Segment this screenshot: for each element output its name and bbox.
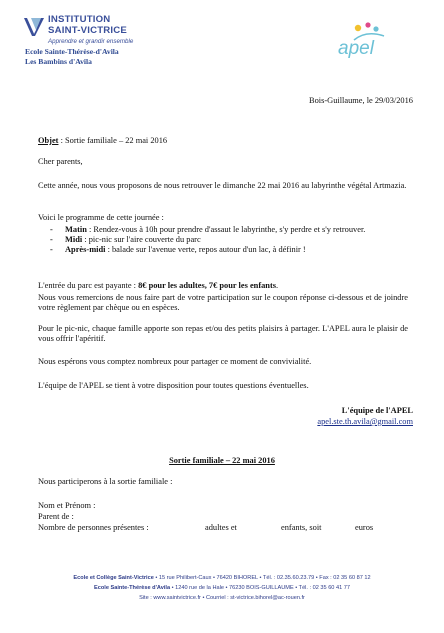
price-line: L'entrée du parc est payante : 8€ pour les adultes, 7€ pour les enfants. xyxy=(38,281,279,290)
institution-v-logo-icon xyxy=(22,16,46,38)
greeting: Cher parents, xyxy=(38,157,83,166)
program-intro: Voici le programme de cette journée : xyxy=(38,213,164,222)
place-date: Bois-Guillaume, le 29/03/2016 xyxy=(309,96,413,105)
adults-label: adultes et xyxy=(205,523,237,532)
footer-ecole-line: Ecole Sainte-Thérèse d'Avila • 1240 rue de la Hale • 76230 BOIS-GUILLAUME • Tél. : 02 35 60 41 77 xyxy=(94,585,350,591)
program-item: - Matin : Rendez-vous à 10h pour prendre d'assaut le labyrinthe, s'y perdre et s'y retrouver. xyxy=(38,225,408,235)
apel-logo xyxy=(316,16,396,76)
footer-college-line: Ecole et Collège Saint-Victrice • 15 rue Philibert-Caux • 76420 BIHOREL • Tél. : 02.35.60.23.79 • Fax : 02 35 60 87 12 xyxy=(73,575,371,581)
program-item: - Après-midi : balade sur l'avenue verte, repos autour d'un lac, à définir ! xyxy=(38,245,408,255)
apel-wordmark: apel xyxy=(338,38,374,59)
children-label: enfants, soit xyxy=(281,523,322,532)
footer xyxy=(0,573,444,603)
coupon-title: Sortie familiale – 22 mai 2016 xyxy=(169,456,275,465)
parent-field-label: Parent de : xyxy=(38,512,74,521)
thanks-paragraph: Nous vous remercions de nous faire part de votre participation sur le coupon réponse ci-dessous et de joindre votre règlement par chèque ou en espèces. xyxy=(38,293,408,312)
count-field-label: Nombre de personnes présentes : xyxy=(38,523,149,532)
name-field-label: Nom et Prénom : xyxy=(38,501,96,510)
coupon-intro: Nous participerons à la sortie familiale : xyxy=(38,477,173,486)
institution-tagline: Apprendre et grandir ensemble xyxy=(48,38,134,45)
school-name: Ecole Sainte-Thérèse-d'Avila Les Bambins d'Avila xyxy=(25,47,119,66)
availability-paragraph: L'équipe de l'APEL se tient à votre disposition pour toutes questions éventuelles. xyxy=(38,381,309,390)
hope-paragraph: Nous espérons vous comptez nombreux pour partager ce moment de convivialité. xyxy=(38,357,312,366)
letter-subject: Objet : Sortie familiale – 22 mai 2016 xyxy=(38,136,168,145)
picnic-paragraph: Pour le pic-nic, chaque famille apporte son repas et/ou des petits plaisirs à partager. L'APEL aura le plaisir de vous offrir l'apéritif. xyxy=(38,324,408,343)
euros-label: euros xyxy=(355,523,374,532)
email-link[interactable]: apel.ste.th.avila@gmail.com xyxy=(317,417,413,426)
institution-logo xyxy=(22,14,152,84)
institution-name: INSTITUTION SAINT-VICTRICE xyxy=(48,14,128,36)
program-list xyxy=(38,225,408,254)
signature: L'équipe de l'APEL xyxy=(341,406,413,415)
program-item: - Midi : pic-nic sur l'aire couverte du parc xyxy=(38,235,408,245)
intro-paragraph: Cette année, nous vous proposons de nous retrouver le dimanche 22 mai 2016 au labyrinthe végétal Artmazia. xyxy=(38,181,407,190)
footer-contact-line: Site : www.saintvictrice.fr • Courriel : st-victrice.bihorel@ac-rouen.fr xyxy=(139,595,305,601)
